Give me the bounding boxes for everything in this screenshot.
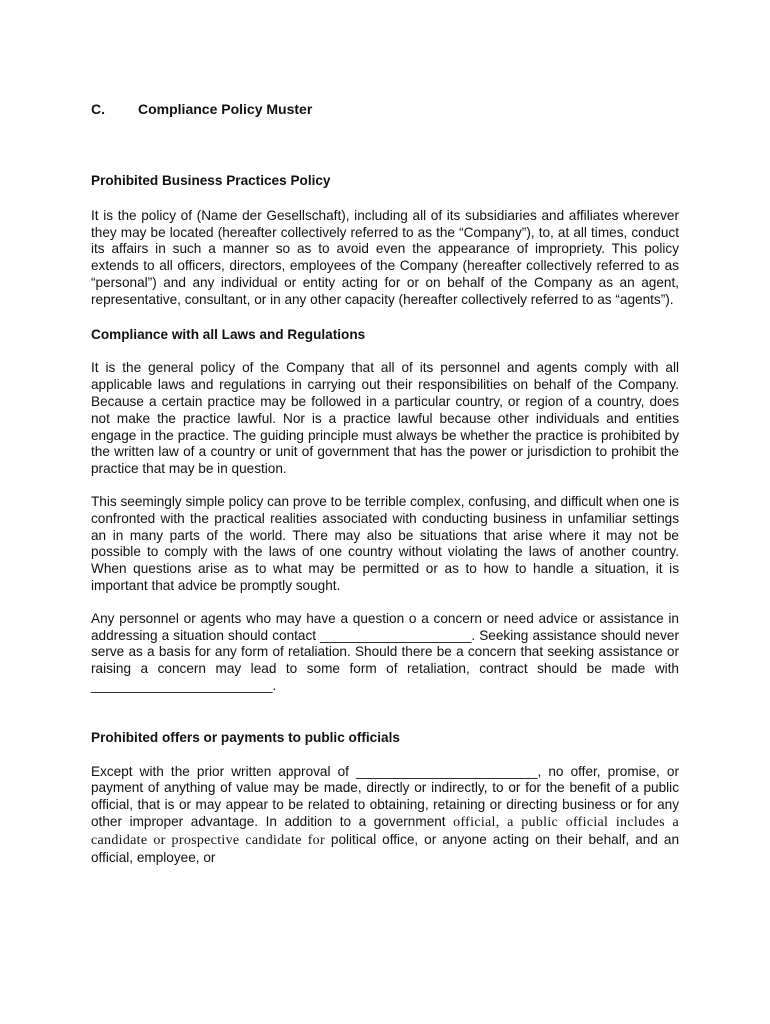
compliance-heading: Compliance with all Laws and Regulations bbox=[91, 326, 366, 342]
section-title: Compliance Policy Muster bbox=[138, 101, 313, 117]
section-heading bbox=[91, 100, 312, 118]
policy-paragraph: It is the policy of (Name der Gesellschaft), including all of its subsidiaries and affiliates wherever they may be located (hereafter collectively referred to as the “Company”), to, at all times, conduct its affairs in such a manner so as to avoid even the appearance of impropriety. This policy extends to all officers, directors, employees of the Company (hereafter collectively referred to as “personal”) and any individual or entity acting for or on behalf of the Company as an agent, representative, consultant, or in any other capacity (hereafter collectively referred to as “agents”). bbox=[91, 207, 679, 307]
compliance-paragraph-1: It is the general policy of the Company that all of its personnel and agents comply with all applicable laws and regulations in carrying out their responsibilities on behalf of the Company. Because a certain practice may be followed in a particular country, or region of a country, does not make the practice lawful. Nor is a practice lawful because other individuals and entities engage in the practice. The guiding principle must always be whether the practice is prohibited by the written law of a country or unit of government that has the power or jurisdiction to prohibit the practice that may be in question. bbox=[91, 360, 679, 477]
offers-heading: Prohibited offers or payments to public officials bbox=[91, 729, 400, 745]
compliance-paragraph-3: Any personnel or agents who may have a question o a concern or need advice or assistance in addressing a situation should contact ____________________. Seeking assistance should never serve as a basis for any form of retaliation. Should there be a concern that seeking assistance or raising a concern may lead to some form of retaliation, contract should be made with ________________________. bbox=[91, 610, 679, 693]
offers-paragraph bbox=[91, 764, 679, 867]
offers-paragraph-start: Except with the prior written approval of ________________________, no offer, promise, or payment of anything of value may be made, directly or indirectly, to or for the benefit of a public official, that is or may appear to be related to obtaining, retaining or directing business or for any other improper advantage. In addition to a government bbox=[91, 763, 679, 829]
section-letter: C. bbox=[91, 101, 105, 117]
offers-paragraph-serif: official, a public official includes a candidate or prospective candidate for bbox=[91, 814, 679, 848]
compliance-paragraph-2: This seemingly simple policy can prove to be terrible complex, confusing, and difficult when one is confronted with the practical realities associated with conducting business in unfamiliar settings an in many parts of the world. There may also be situations that arise where it may not be possible to comply with the laws of one country without violating the laws of another country. When questions arise as to what may be permitted or as to how to handle a situation, it is important that advice be promptly sought. bbox=[91, 493, 679, 593]
document-body bbox=[91, 173, 679, 866]
policy-heading: Prohibited Business Practices Policy bbox=[91, 173, 331, 188]
offers-paragraph-end: political office, or anyone acting on their behalf, and an official, employee, or bbox=[91, 831, 680, 865]
